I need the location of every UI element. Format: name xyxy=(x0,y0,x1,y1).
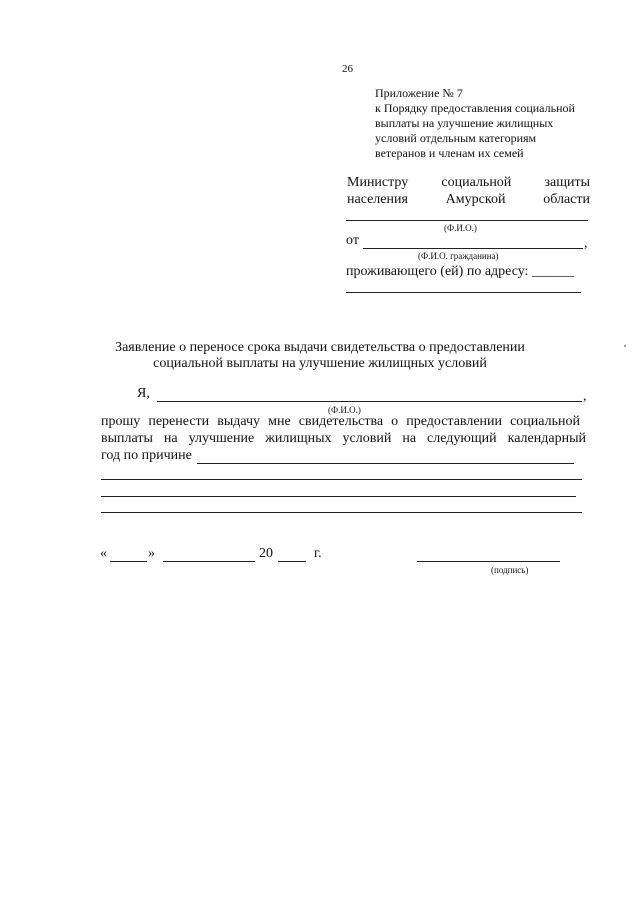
body-word: прошу xyxy=(101,414,141,429)
addressee-line-1 xyxy=(347,175,590,191)
body-word: выдачу xyxy=(217,414,261,429)
body-word: перенести xyxy=(148,414,210,429)
annex-line: условий отдельным категориям xyxy=(375,131,537,145)
addressee-word: Амурской xyxy=(445,192,506,207)
date-open-quote: « xyxy=(100,546,107,561)
year-prefix: 20 xyxy=(259,546,273,561)
body-word: улучшение xyxy=(188,431,255,446)
address-line xyxy=(346,292,581,293)
applicant-fio-caption: (Ф.И.О.) xyxy=(328,405,361,415)
addressee-word: области xyxy=(543,192,590,207)
body-line-1 xyxy=(101,414,580,430)
body-word: мне xyxy=(268,414,291,429)
reason-line xyxy=(101,496,576,497)
addressee-word: населения xyxy=(347,192,408,207)
citizen-caption: (Ф.И.О. гражданина) xyxy=(418,251,499,261)
addressee-fio-caption: (Ф.И.О.) xyxy=(444,223,477,233)
from-comma: , xyxy=(584,236,588,251)
addressee-line-2 xyxy=(347,192,590,208)
body-word: календарный xyxy=(507,431,586,446)
addressee-word: Министру xyxy=(347,175,409,190)
body-word: на xyxy=(163,431,178,446)
year-suffix: г. xyxy=(314,546,322,561)
body-word: выплаты xyxy=(101,431,153,446)
annex-line: ветеранов и членам их семей xyxy=(375,146,524,160)
annex-block xyxy=(375,86,575,161)
body-word: жилищных xyxy=(265,431,332,446)
annex-line: выплаты на улучшение жилищных xyxy=(375,116,554,130)
addressee-word: социальной xyxy=(441,175,512,190)
body-word: на xyxy=(402,431,417,446)
reason-line xyxy=(197,463,574,464)
i-label: Я, xyxy=(137,386,150,401)
page-number: 26 xyxy=(342,63,353,75)
body-line-2 xyxy=(101,431,586,447)
body-word: о xyxy=(391,414,399,429)
annex-line: к Порядку предоставления социальной xyxy=(375,101,575,115)
applicant-comma: , xyxy=(583,389,587,404)
document-title-line-1: Заявление о переносе срока выдачи свидетельства о предоставлении xyxy=(115,340,525,355)
body-word: следующий xyxy=(427,431,497,446)
from-label: от xyxy=(346,233,359,248)
body-word: свидетельства xyxy=(298,414,384,429)
reason-label: год по причине xyxy=(101,448,192,463)
day-line xyxy=(110,561,147,562)
from-line xyxy=(363,248,583,249)
addressee-word: защиты xyxy=(544,175,590,190)
residing-label: проживающего (ей) по адресу: ______ xyxy=(346,264,574,279)
month-line xyxy=(163,561,255,562)
reason-line xyxy=(101,479,582,480)
year-line xyxy=(278,561,306,562)
addressee-fio-line xyxy=(346,220,588,221)
annex-title: Приложение № 7 xyxy=(375,86,463,100)
document-title-line-2: социальной выплаты на улучшение жилищных условий xyxy=(153,356,487,371)
body-word: условий xyxy=(342,431,392,446)
body-word: социальной xyxy=(510,414,580,429)
reason-line xyxy=(101,512,582,513)
signature-caption: (подпись) xyxy=(491,565,529,575)
body-word: предоставлении xyxy=(406,414,503,429)
date-close-quote: » xyxy=(148,546,155,561)
applicant-fio-line xyxy=(157,401,582,402)
signature-line xyxy=(417,561,560,562)
scan-speck xyxy=(624,345,626,347)
